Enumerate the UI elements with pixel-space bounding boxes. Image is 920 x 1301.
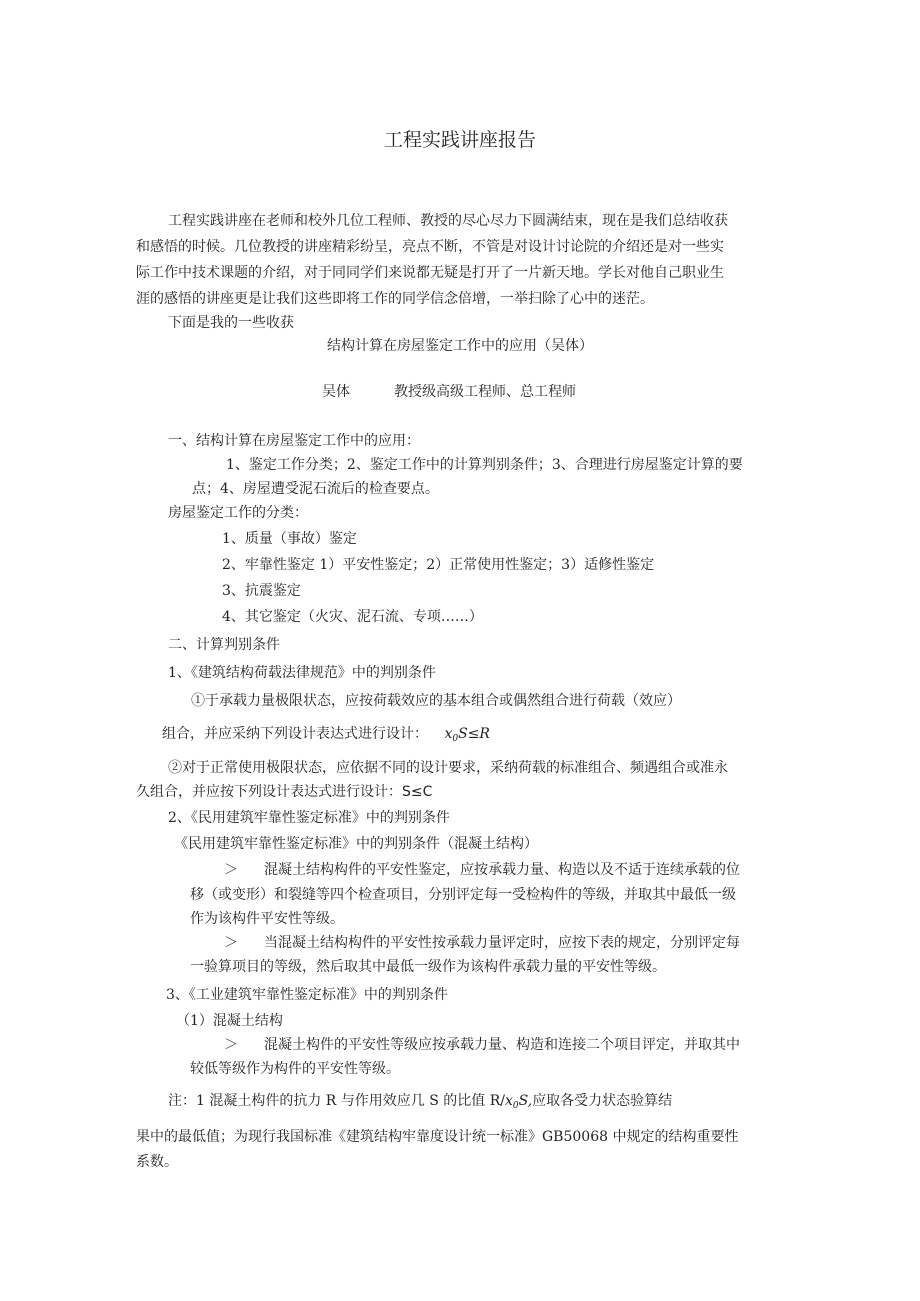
bullet-1-line-3: 作为该构件平安性等级。 (190, 911, 344, 927)
bullet-2-line-1 (224, 934, 740, 952)
formula-1-sub: 0 (452, 734, 459, 744)
sub1-heading: 1、《建筑结构荷载法律规范》中的判别条件 (168, 665, 436, 681)
sub3-heading: 3、《工业建筑牢靠性鉴定标准》中的判别条件 (166, 987, 448, 1003)
formula-1-rest: S≤R (458, 726, 490, 742)
sub3-item: （1）混凝土结构 (176, 1013, 283, 1029)
p2-line-1: ②对于正常使用极限状态，应依据不同的设计要求，采纳荷载的标准组合、频遇组合或准永 (168, 760, 728, 776)
p2-line-2 (136, 783, 432, 801)
p1-line-2-text: 组合，并应采纳下列设计表达式进行设计： (162, 726, 428, 742)
intro-line-5: 下面是我的一些收获 (168, 315, 294, 331)
note-line-3: 系数。 (136, 1154, 178, 1170)
classify-item-1: 1、质量（事故）鉴定 (222, 531, 357, 547)
classify-item-2: 2、牢靠性鉴定 1）平安性鉴定；2）正常使用性鉴定；3）适修性鉴定 (222, 557, 655, 573)
classify-item-3: 3、抗震鉴定 (222, 583, 301, 599)
note-line-1 (168, 1092, 672, 1115)
bullet-2-text: 当混凝土结构构件的平安性按承载力量评定时，应按下表的规定，分别评定每 (264, 935, 740, 951)
bullet-marker-2: ＞ (224, 935, 238, 951)
bullet-1-text: 混凝土结构构件的平安性鉴定，应按承载力量、构造以及不适于连续承载的位 (264, 862, 740, 878)
bullet-marker-3: ＞ (224, 1037, 238, 1053)
intro-line-1: 工程实践讲座在老师和校外几位工程师、教授的尽心尽力下圆满结束，现在是我们总结收获 (168, 213, 728, 229)
section1-outline-1: 1、鉴定工作分类；2、鉴定工作中的计算判别条件；3、合理进行房屋鉴定计算的要 (226, 457, 743, 473)
classify-item-4: 4、其它鉴定（火灾、泥石流、专项……） (222, 609, 483, 625)
note-sub: 0 (512, 1101, 519, 1111)
formula-1 (444, 726, 490, 742)
page-title: 工程实践讲座报告 (383, 129, 536, 151)
intro-line-2: 和感悟的时候。几位教授的讲座精彩纷呈，亮点不断，不管是对设计讨论院的介绍还是对一些实 (136, 239, 724, 255)
note-prefix: 注：1 混凝土构件的抗力 R 与作用效应几 S 的比值 R/ (168, 1093, 505, 1109)
section1-outline-2: 点；4、房屋遭受泥石流后的检查要点。 (192, 481, 439, 497)
bullet-1-line-1 (224, 861, 740, 879)
p1-line-2 (162, 725, 490, 748)
bullet-3-line-2: 较低等级作为构件的平安性等级。 (190, 1061, 400, 1077)
bullet-1-line-2: 移（或变形）和裂缝等四个检查项目，分别评定每一受检构件的等级，并取其中最低一级 (190, 887, 736, 903)
speaker-title: 教授级高级工程师、总工程师 (394, 384, 576, 400)
classify-heading: 房屋鉴定工作的分类： (168, 505, 308, 521)
note-suffix: 应取各受力状态验算结 (532, 1093, 673, 1109)
note-line-2: 果中的最低值；为现行我国标准《建筑结构牢靠度设计统一标准》GB50068 中规定的结构重要性 (136, 1129, 739, 1145)
p1-line-1: ①于承载力量极限状态，应按荷载效应的基本组合或偶然组合进行荷载（效应） (191, 693, 681, 709)
bullet-3-line-1 (224, 1036, 740, 1054)
lecture-speaker (322, 383, 576, 401)
formula-1-gamma: x (444, 726, 453, 742)
note-s: S, (518, 1093, 533, 1109)
sub2-heading: 2、《民用建筑牢靠性鉴定标准》中的判别条件 (168, 810, 450, 826)
p2-line-2-text: 久组合，并应按下列设计表达式进行设计： (136, 784, 402, 800)
sub2-desc: 《民用建筑牢靠性鉴定标准》中的判别条件（混凝土结构） (174, 836, 538, 852)
intro-line-3: 际工作中技术课题的介绍，对于同同学们来说都无疑是打开了一片新天地。学长对他自己职业生 (136, 265, 724, 281)
speaker-name: 吴体 (322, 384, 350, 400)
bullet-3-text: 混凝土构件的平安性等级应按承载力量、构造和连接二个项目评定，并取其中 (264, 1037, 740, 1053)
note-gamma: x (505, 1093, 513, 1109)
bullet-marker-1: ＞ (224, 862, 238, 878)
section1-heading: 一、结构计算在房屋鉴定工作中的应用： (168, 433, 420, 449)
section2-heading: 二、计算判别条件 (168, 637, 280, 653)
bullet-2-line-2: 一验算项目的等级，然后取其中最低一级作为该构件承载力量的平安性等级。 (190, 959, 666, 975)
formula-2: S≤C (402, 784, 433, 800)
intro-line-4: 涯的感悟的讲座更是让我们这些即将工作的同学信念倍增，一举扫除了心中的迷茫。 (136, 291, 654, 307)
lecture-heading: 结构计算在房屋鉴定工作中的应用（吴体） (327, 338, 593, 354)
